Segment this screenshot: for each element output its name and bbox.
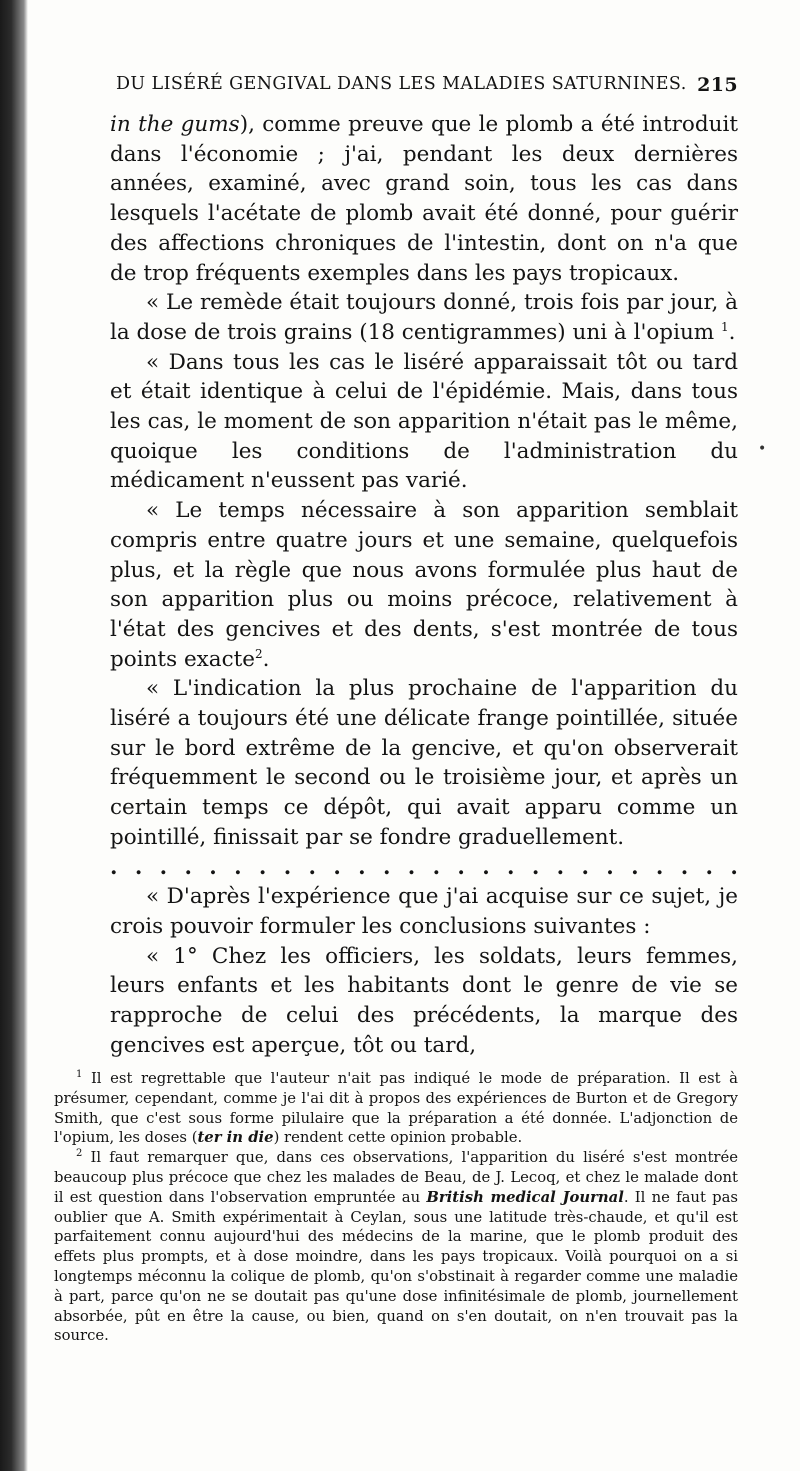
footnote-1-text-b: ) rendent cette opinion probable. (273, 1129, 523, 1147)
paragraph-2-text: « Le remède était toujours donné, trois fois par jour, à la dose de trois grains (18 centigrammes) uni à l'opium (110, 290, 738, 345)
running-header (116, 74, 738, 104)
footnotes (54, 1069, 738, 1346)
page-number: 215 (697, 74, 738, 96)
paragraph-5: « L'indication la plus prochaine de l'apparition du liséré a toujours été une délicate frange pointillée, située sur le bord extrême de la gencive, et qu'on observerait fréquemment le second ou le troisième jour, et après un certain temps ce dépôt, qui avait apparu comme un pointillé, finissait par se fondre graduellement. (110, 676, 738, 850)
paragraph-1 (110, 110, 738, 288)
margin-mark: • (758, 441, 767, 457)
paragraph-2 (110, 288, 738, 347)
main-text (110, 110, 738, 1060)
footnote-2 (54, 1148, 738, 1346)
paragraph-3: « Dans tous les cas le liséré apparaissait tôt ou tard et était identique à celui de l'épidémie. Mais, dans tous les cas, le moment de son apparition n'était pas le même, quoique les conditions de l'administration du médicament n'eussent pas varié. (110, 349, 738, 494)
paragraph-4-text: « Le temps nécessaire à son apparition semblait compris entre quatre jours et une semaine, quelquefois plus, et la règle que nous avons formulée plus haut de son apparition plus ou moins précoce, relativement à l'état des gencives et des dents, s'est montrée de tous points exacte (110, 498, 738, 672)
footnote-1-mark: 1 (76, 1069, 83, 1080)
paragraph-2-end: . (728, 319, 736, 345)
footnote-1 (54, 1069, 738, 1148)
running-title: DU LISÉRÉ GENGIVAL DANS LES MALADIES SATURNINES. (116, 74, 687, 94)
footnote-1-text-a: Il est regrettable que l'auteur n'ait pas indiqué le mode de préparation. Il est à présumer, cependant, comme je l'ai dit à propos des expériences de Burton et de Gregory Smith, que c'est sous forme pilulaire que la préparation a été donnée. L'adjonction de l'opium, les doses ( (54, 1070, 738, 1147)
footnote-ref-2[interactable]: 2 (255, 646, 263, 661)
paragraph-1-italic: in the gums (110, 112, 240, 137)
footnote-ref-1[interactable]: 1 (721, 319, 729, 334)
paragraph-4 (110, 496, 738, 674)
footnote-2-text-b: . Il ne faut pas oublier que A. Smith expérimentait à Ceylan, sous une latitude très-chaude, et qu'il est parfaitement connu aujourd'hui des médecins de la marine, que le plomb produit des effets plus prompts, et à dose moindre, dans les pays tropicaux. Voilà pourquoi on a si longtemps méconnu la colique de plomb, qu'on s'obstinait à regarder comme une maladie à part, parce qu'on ne se doutait pas qu'une dose infinitésimale de plomb, journellement absorbée, pût en être la cause, ou bien, quand on s'en doutait, on n'en trouvait pas la source. (54, 1188, 739, 1345)
paragraph-1-text: ), comme preuve que le plomb a été introduit dans l'économie ; j'ai, pendant les deux dernières années, examiné, avec grand soin, tous les cas dans lesquels l'acétate de plomb avait été donné, pour guérir des affections chroniques de l'intestin, dont on n'a que de trop fréquents exemples dans les pays tropicaux. (110, 112, 738, 286)
footnote-2-italic: British medical Journal (426, 1188, 624, 1206)
footnote-2-mark: 2 (76, 1148, 83, 1160)
footnote-1-italic: ter in die (197, 1129, 274, 1147)
paragraph-7: « 1° Chez les officiers, les soldats, leurs femmes, leurs enfants et les habitants dont le genre de vie se rapproche de celui des précédents, la marque des gencives est aperçue, tôt ou tard, (110, 943, 738, 1058)
paragraph-4-end: . (262, 646, 270, 672)
ellipsis-dots-row: . . . . . . . . . . . . . . . . . . . . . . . . . . (110, 854, 738, 880)
footnote-2-text-a: Il faut remarquer que, dans ces observations, l'apparition du liséré s'est montrée beaucoup plus précoce que chez les malades de Beau, de J. Lecoq, et chez le malade dont il est question dans l'observation empruntée au (54, 1149, 738, 1206)
paragraph-6: « D'après l'expérience que j'ai acquise sur ce sujet, je crois pouvoir formuler les conclusions suivantes : (110, 884, 738, 939)
scan-shadow-edge (0, 0, 28, 1471)
